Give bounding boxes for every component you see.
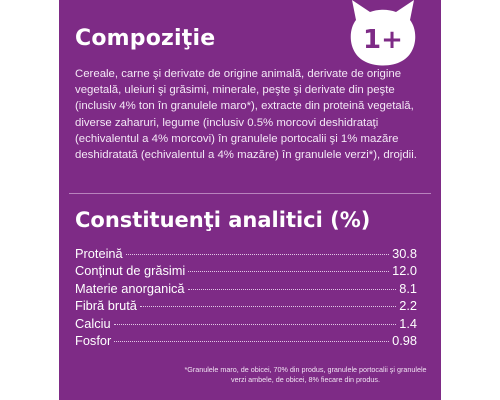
dot-leader (114, 324, 397, 325)
row-value: 0.98 (392, 332, 417, 348)
row-label: Conţinut de grăsimi (75, 263, 186, 279)
row-value: 2.2 (399, 298, 417, 314)
row-value: 12.0 (392, 263, 417, 279)
footnote: *Granulele maro, de obicei, 70% din produs, granulele portocalii şi granulele verzi ambele, de obicei, 8% fiecare din produs. (184, 365, 427, 384)
dot-leader (188, 271, 389, 272)
row-label: Calciu (75, 315, 111, 331)
row-label: Fibră brută (75, 298, 137, 314)
composition-text: Cereale, carne şi derivate de origine animală, derivate de origine vegetală, uleiuri şi grăsimi, minerale, peşte şi derivate din peşte (inclusiv 4% ton în granulele maro*), extracte din proteină vegetală, diverse zaharuri, legume (inclusiv 0.5% morcovi deshidrataţi (echivalentul a 4% morcovi) în granulele portocalii şi 1% mazăre deshidratată (echivalentul a 4% mazăre) în granulele verzi*), drojdii. (75, 68, 417, 162)
analytic-row-phosphorus (75, 333, 417, 350)
dot-leader (126, 254, 389, 255)
analytic-row-calcium (75, 316, 417, 333)
dot-leader (140, 306, 396, 307)
age-badge (342, 0, 424, 70)
row-value: 1.4 (399, 315, 417, 331)
row-label: Materie anorganică (75, 280, 185, 296)
composition-title: Compoziţie (75, 26, 216, 51)
row-label: Proteină (75, 246, 123, 261)
age-badge-label: 1+ (363, 25, 403, 55)
analytic-row-protein (75, 246, 417, 263)
dot-leader (188, 289, 397, 290)
section-divider (69, 193, 431, 194)
analytic-row-fibre (75, 298, 417, 315)
row-label: Fosfor (75, 332, 112, 348)
product-info-panel (59, 0, 441, 400)
analytic-row-ash (75, 281, 417, 298)
analytic-title: Constituenţi analitici (%) (75, 208, 371, 232)
row-value: 30.8 (392, 246, 417, 261)
cat-head-icon (342, 0, 424, 70)
analytic-table (75, 246, 417, 350)
dot-leader (114, 341, 389, 342)
row-value: 8.1 (399, 280, 417, 296)
analytic-row-fat (75, 263, 417, 280)
